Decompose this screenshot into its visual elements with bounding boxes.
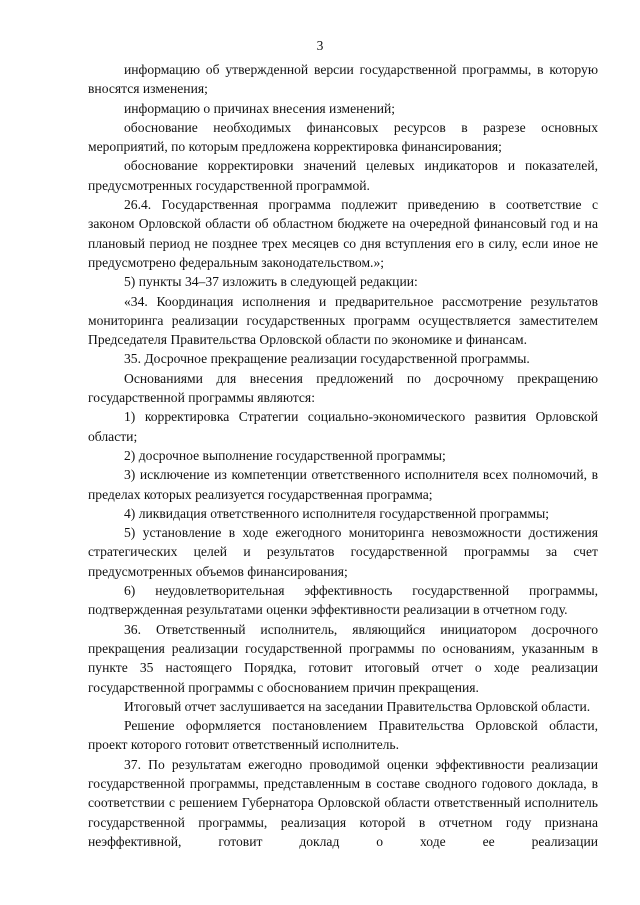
paragraph: обоснование корректировки значений целевых индикаторов и показателей, предусмотренных государственной программой. <box>88 158 598 193</box>
paragraph: 2) досрочное выполнение государственной программы; <box>124 447 446 463</box>
paragraph: 4) ликвидация ответственного исполнителя государственной программы; <box>124 505 550 521</box>
paragraph: 6) неудовлетворительная эффективность государственной программы, подтвержденная результатами оценки эффективности реализации в отчетном году. <box>88 583 598 618</box>
paragraph: «34. Координация исполнения и предварительное рассмотрение результатов мониторинга реализации государственных программ осуществляется заместителем Председателя Правительства Орловской области по экономике и финансам. <box>88 293 598 348</box>
page-number: 3 <box>316 38 324 53</box>
paragraph: 3) исключение из компетенции ответственного исполнителя всех полномочий, в пределах которых реализуется государственная программа; <box>88 467 598 502</box>
paragraph: 37. По результатам ежегодно проводимой оценки эффективности реализации государственной программы, представленным в составе сводного годового доклада, в соответствии с решением Губернатора Орловской области ответственный исполнитель государственной программы, реализация которой в отчетном году признана неэффективной, готовит доклад о ходе ее реализации <box>88 756 598 849</box>
paragraph: 1) корректировка Стратегии социально-экономического развития Орловской области; <box>88 409 598 444</box>
paragraph: 26.4. Государственная программа подлежит приведению в соответствие с законом Орловской области об областном бюджете на очередной финансовый год и на плановый период не позднее трех месяцев со дня вступления его в силу, если иное не предусмотрено федеральным законодательством.»; <box>88 197 598 270</box>
document-body <box>88 60 598 851</box>
paragraph: 5) установление в ходе ежегодного мониторинга невозможности достижения стратегических целей и результатов государственной программы за счет предусмотренных объемов финансирования; <box>88 525 598 579</box>
paragraph: Итоговый отчет заслушивается на заседании Правительства Орловской области. <box>124 698 591 714</box>
paragraph: обоснование необходимых финансовых ресурсов в разрезе основных мероприятий, по которым предложена корректировка финансирования; <box>88 119 598 155</box>
paragraph: Основаниями для внесения предложений по досрочному прекращению государственной программы являются: <box>88 370 598 406</box>
paragraph: 5) пункты 34–37 изложить в следующей редакции: <box>124 274 418 290</box>
paragraph: информацию об утвержденной версии государственной программы, в которую вносятся изменения; <box>88 62 598 97</box>
paragraph: 36. Ответственный исполнитель, являющийся инициатором досрочного прекращения реализации государственной программы по основаниям, указанным в пункте 35 настоящего Порядка, готовит итоговый отчет о ходе реализации государственной программы с обоснованием причин прекращения. <box>88 621 598 695</box>
paragraph: информацию о причинах внесения изменений; <box>124 100 396 116</box>
paragraph: Решение оформляется постановлением Правительства Орловской области, проект которого готовит ответственный исполнитель. <box>88 718 598 753</box>
paragraph: 35. Досрочное прекращение реализации государственной программы. <box>124 351 530 367</box>
